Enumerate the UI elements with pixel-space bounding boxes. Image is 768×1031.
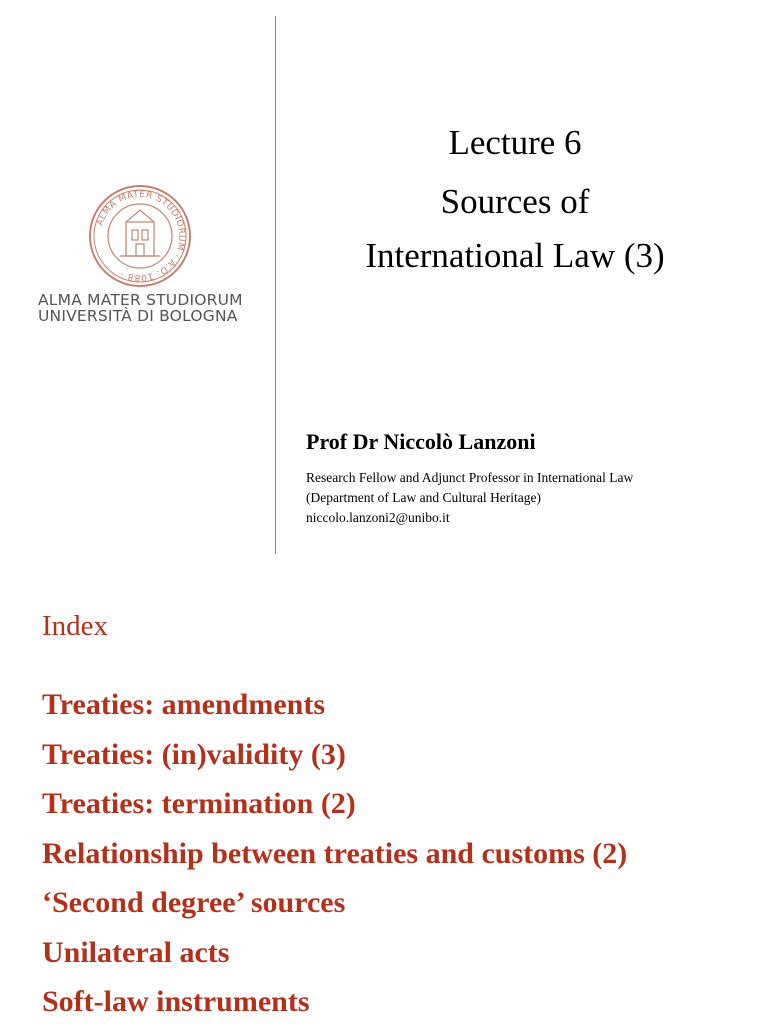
lecture-title-line1: Sources of bbox=[440, 182, 590, 221]
vertical-divider bbox=[275, 16, 276, 554]
index-item: Treaties: termination (2) bbox=[42, 787, 356, 820]
index-list bbox=[42, 684, 627, 1031]
author-department: (Department of Law and Cultural Heritage) bbox=[306, 490, 542, 505]
index-item: Unilateral acts bbox=[42, 935, 230, 969]
svg-text:ALMA MATER STUDIORUM · A.D. 10: ALMA MATER STUDIORUM · A.D. 1088 · bbox=[95, 189, 187, 283]
lecture-title-line2: International Law (3) bbox=[365, 236, 665, 275]
index-item: Treaties: amendments bbox=[42, 688, 326, 721]
lecture-number: Lecture 6 bbox=[448, 123, 582, 162]
index-heading: Index bbox=[42, 610, 109, 642]
university-name bbox=[38, 292, 268, 324]
index-item: Treaties: (in)validity (3) bbox=[42, 737, 346, 771]
index-item: ‘Second degree’ sources bbox=[42, 886, 346, 919]
university-name-line1: ALMA MATER STUDIORUM bbox=[38, 291, 243, 309]
author-role: Research Fellow and Adjunct Professor in International Law bbox=[306, 470, 634, 485]
author-name: Prof Dr Niccolò Lanzoni bbox=[306, 429, 536, 454]
author-email: niccolo.lanzoni2@unibo.it bbox=[306, 510, 450, 525]
index-item: Relationship between treaties and customs (2) bbox=[42, 836, 628, 870]
university-name-line2: UNIVERSITÀ DI BOLOGNA bbox=[38, 307, 238, 325]
index-item: Soft-law instruments bbox=[42, 985, 310, 1018]
university-seal-logo bbox=[88, 184, 192, 288]
